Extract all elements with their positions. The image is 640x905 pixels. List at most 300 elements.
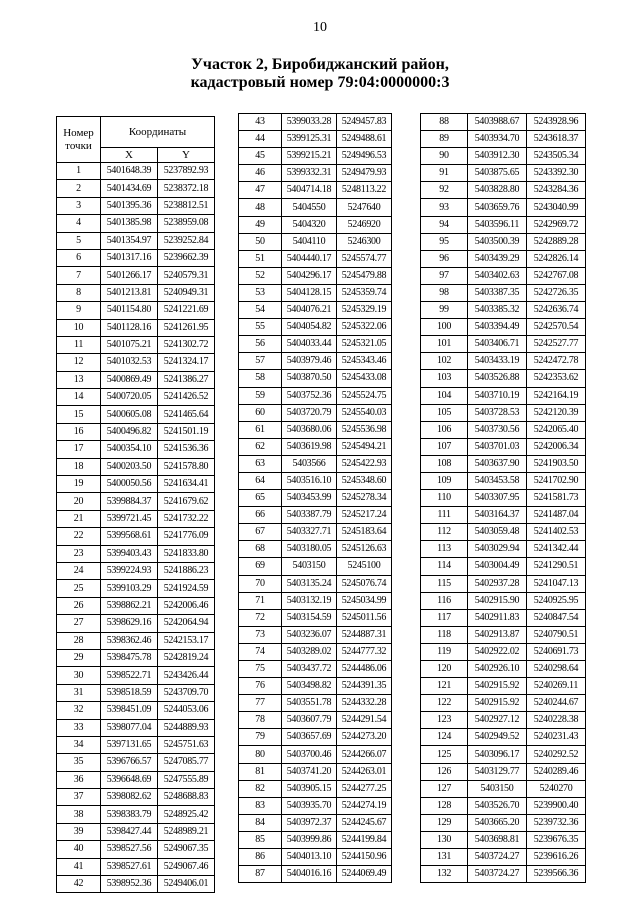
point-number-cell: 52 (239, 267, 282, 284)
x-coordinate-cell: 5400203.50 (101, 458, 158, 475)
y-coordinate-cell: 5245183.64 (337, 524, 392, 541)
y-coordinate-cell: 5245034.99 (337, 592, 392, 609)
x-coordinate-cell: 5403724.27 (468, 866, 527, 883)
table-row (421, 302, 586, 319)
y-coordinate-cell: 5242164.19 (527, 387, 586, 404)
y-coordinate-cell: 5240228.38 (527, 712, 586, 729)
y-coordinate-cell: 5244889.93 (158, 719, 215, 736)
table-row (421, 507, 586, 524)
point-number-cell: 96 (421, 250, 468, 267)
point-number-cell: 97 (421, 267, 468, 284)
point-number-cell: 81 (239, 763, 282, 780)
x-coordinate-cell: 5403988.67 (468, 114, 527, 131)
y-coordinate-cell: 5243284.36 (527, 182, 586, 199)
point-number-cell: 35 (57, 754, 101, 771)
y-coordinate-cell: 5242006.46 (158, 597, 215, 614)
y-coordinate-cell: 5244277.25 (337, 780, 392, 797)
x-coordinate-cell: 5399224.93 (101, 562, 158, 579)
x-coordinate-cell: 5403180.05 (282, 541, 337, 558)
table-row (239, 814, 392, 831)
point-number-cell: 14 (57, 389, 101, 406)
point-number-cell: 90 (421, 148, 468, 165)
point-number-cell: 29 (57, 649, 101, 666)
y-coordinate-cell: 5242064.94 (158, 615, 215, 632)
y-coordinate-cell: 5241634.41 (158, 476, 215, 493)
y-coordinate-cell: 5245321.05 (337, 336, 392, 353)
table-row (421, 455, 586, 472)
point-number-cell: 95 (421, 233, 468, 250)
table-row (57, 336, 215, 353)
x-coordinate-cell: 5402937.28 (468, 575, 527, 592)
page-number: 10 (313, 20, 327, 35)
y-coordinate-cell: 5249488.61 (337, 131, 392, 148)
point-number-cell: 18 (57, 458, 101, 475)
point-number-cell: 89 (421, 131, 468, 148)
point-number-cell: 56 (239, 336, 282, 353)
point-number-cell: 38 (57, 806, 101, 823)
x-coordinate-cell: 5403439.29 (468, 250, 527, 267)
point-number-cell: 70 (239, 575, 282, 592)
table-row (239, 780, 392, 797)
y-coordinate-cell: 5243392.30 (527, 165, 586, 182)
y-coordinate-cell: 5242726.35 (527, 284, 586, 301)
y-coordinate-cell: 5242353.62 (527, 370, 586, 387)
table-row (239, 284, 392, 301)
x-coordinate-cell: 5398527.61 (101, 858, 158, 875)
table-body-middle (239, 114, 392, 883)
x-coordinate-cell: 5402927.12 (468, 712, 527, 729)
table-row (239, 353, 392, 370)
point-number-cell: 121 (421, 678, 468, 695)
point-number-cell: 23 (57, 545, 101, 562)
table-row (57, 754, 215, 771)
point-number-cell: 12 (57, 354, 101, 371)
table-row (239, 490, 392, 507)
table-row (239, 831, 392, 848)
point-number-cell: 37 (57, 789, 101, 806)
x-coordinate-cell: 5403402.63 (468, 267, 527, 284)
table-row (239, 438, 392, 455)
table-row (57, 771, 215, 788)
table-row (239, 250, 392, 267)
table-row (57, 632, 215, 649)
table-row (239, 472, 392, 489)
x-coordinate-cell: 5403700.46 (282, 746, 337, 763)
y-coordinate-cell: 5245433.08 (337, 370, 392, 387)
x-coordinate-cell: 5402915.92 (468, 695, 527, 712)
point-number-cell: 77 (239, 695, 282, 712)
x-coordinate-cell: 5403752.36 (282, 387, 337, 404)
x-coordinate-cell: 5403698.81 (468, 831, 527, 848)
table-row (239, 797, 392, 814)
x-coordinate-cell: 5398522.71 (101, 667, 158, 684)
x-coordinate-cell: 5403516.10 (282, 472, 337, 489)
table-row (57, 841, 215, 858)
y-coordinate-cell: 5242472.78 (527, 353, 586, 370)
y-coordinate-cell: 5245076.74 (337, 575, 392, 592)
point-number-cell: 72 (239, 609, 282, 626)
point-number-cell: 49 (239, 216, 282, 233)
x-coordinate-cell: 5403498.82 (282, 678, 337, 695)
table-row (57, 580, 215, 597)
point-number-cell: 48 (239, 199, 282, 216)
point-number-cell: 73 (239, 626, 282, 643)
table-row (421, 250, 586, 267)
table-row (57, 406, 215, 423)
x-coordinate-cell: 5403710.19 (468, 387, 527, 404)
x-coordinate-cell: 5403129.77 (468, 763, 527, 780)
table-row (421, 370, 586, 387)
y-coordinate-cell: 5247085.77 (158, 754, 215, 771)
table-row (421, 182, 586, 199)
point-number-cell: 98 (421, 284, 468, 301)
x-coordinate-cell: 5404296.17 (282, 267, 337, 284)
x-coordinate-cell: 5399332.31 (282, 165, 337, 182)
y-coordinate-cell: 5241047.13 (527, 575, 586, 592)
table-row (57, 789, 215, 806)
y-coordinate-cell: 5242065.40 (527, 421, 586, 438)
x-coordinate-cell: 5404054.82 (282, 319, 337, 336)
x-coordinate-cell: 5401385.98 (101, 215, 158, 232)
x-coordinate-cell: 5401317.16 (101, 249, 158, 266)
point-number-cell: 47 (239, 182, 282, 199)
point-number-cell: 11 (57, 336, 101, 353)
x-coordinate-cell: 5398362.46 (101, 632, 158, 649)
point-number-cell: 128 (421, 797, 468, 814)
table-row (239, 507, 392, 524)
x-coordinate-cell: 5400050.56 (101, 476, 158, 493)
point-number-cell: 3 (57, 197, 101, 214)
point-number-cell: 118 (421, 626, 468, 643)
point-number-cell: 115 (421, 575, 468, 592)
table-row (421, 712, 586, 729)
x-coordinate-cell: 5403526.88 (468, 370, 527, 387)
x-coordinate-cell: 5402922.02 (468, 643, 527, 660)
table-row (421, 387, 586, 404)
table-row (239, 421, 392, 438)
y-coordinate-cell: 5240949.31 (158, 284, 215, 301)
x-coordinate-cell: 5403406.71 (468, 336, 527, 353)
x-coordinate-cell: 5402949.52 (468, 729, 527, 746)
y-coordinate-cell: 5240579.31 (158, 267, 215, 284)
y-coordinate-cell: 5245217.24 (337, 507, 392, 524)
x-coordinate-cell: 5403665.20 (468, 814, 527, 831)
point-number-cell: 131 (421, 849, 468, 866)
table-row (421, 199, 586, 216)
table-row (57, 684, 215, 701)
y-coordinate-cell: 5244263.01 (337, 763, 392, 780)
table-row (421, 216, 586, 233)
point-number-cell: 116 (421, 592, 468, 609)
y-coordinate-cell: 5242826.14 (527, 250, 586, 267)
x-coordinate-cell: 5403385.32 (468, 302, 527, 319)
table-row (239, 661, 392, 678)
y-coordinate-cell: 5241465.64 (158, 406, 215, 423)
point-number-cell: 64 (239, 472, 282, 489)
point-number-cell: 107 (421, 438, 468, 455)
point-number-header: Номер точки (57, 117, 101, 163)
table-row (421, 746, 586, 763)
y-coordinate-cell: 5242527.77 (527, 336, 586, 353)
point-number-cell: 83 (239, 797, 282, 814)
x-coordinate-cell: 5398518.59 (101, 684, 158, 701)
x-coordinate-cell: 5399568.61 (101, 528, 158, 545)
point-number-cell: 65 (239, 490, 282, 507)
y-coordinate-cell: 5238959.08 (158, 215, 215, 232)
y-coordinate-cell: 5241732.22 (158, 510, 215, 527)
x-coordinate-cell: 5400720.05 (101, 389, 158, 406)
x-coordinate-cell: 5400869.49 (101, 371, 158, 388)
y-coordinate-cell: 5248688.83 (158, 789, 215, 806)
point-number-cell: 110 (421, 490, 468, 507)
table-row (239, 199, 392, 216)
point-number-cell: 26 (57, 597, 101, 614)
x-coordinate-cell: 5399403.43 (101, 545, 158, 562)
table-row (421, 353, 586, 370)
table-row (57, 615, 215, 632)
point-number-cell: 127 (421, 780, 468, 797)
table-row (421, 643, 586, 660)
x-coordinate-cell: 5398629.16 (101, 615, 158, 632)
y-coordinate-cell: 5239732.36 (527, 814, 586, 831)
point-number-cell: 66 (239, 507, 282, 524)
y-coordinate-cell: 5241776.09 (158, 528, 215, 545)
coordinates-table-middle (238, 113, 392, 883)
y-coordinate-cell: 5240847.54 (527, 609, 586, 626)
table-row (239, 575, 392, 592)
table-row (57, 649, 215, 666)
point-number-cell: 32 (57, 702, 101, 719)
x-coordinate-cell: 5403059.48 (468, 524, 527, 541)
point-number-cell: 102 (421, 353, 468, 370)
y-coordinate-cell: 5241302.72 (158, 336, 215, 353)
point-number-cell: 126 (421, 763, 468, 780)
table-row (421, 148, 586, 165)
point-number-cell: 93 (421, 199, 468, 216)
table-row (421, 661, 586, 678)
table-row (239, 609, 392, 626)
x-coordinate-cell: 5403870.50 (282, 370, 337, 387)
y-coordinate-cell: 5249067.46 (158, 858, 215, 875)
x-coordinate-cell: 5401395.36 (101, 197, 158, 214)
y-coordinate-cell: 5248113.22 (337, 182, 392, 199)
point-number-cell: 33 (57, 719, 101, 736)
point-number-cell: 69 (239, 558, 282, 575)
y-coordinate-cell: 5244274.19 (337, 797, 392, 814)
x-coordinate-cell: 5403905.15 (282, 780, 337, 797)
point-number-cell: 109 (421, 472, 468, 489)
x-coordinate-cell: 5403135.24 (282, 575, 337, 592)
y-coordinate-cell: 5238812.51 (158, 197, 215, 214)
table-row (57, 667, 215, 684)
table-row (421, 336, 586, 353)
x-coordinate-cell: 5403437.72 (282, 661, 337, 678)
y-coordinate-cell: 5240292.52 (527, 746, 586, 763)
y-coordinate-cell: 5244291.54 (337, 712, 392, 729)
y-coordinate-cell: 5237892.93 (158, 163, 215, 180)
y-coordinate-cell: 5241702.90 (527, 472, 586, 489)
point-number-cell: 88 (421, 114, 468, 131)
point-number-cell: 19 (57, 476, 101, 493)
table-row (239, 524, 392, 541)
x-coordinate-cell: 5403289.02 (282, 643, 337, 660)
point-number-cell: 100 (421, 319, 468, 336)
x-coordinate-cell: 5403004.49 (468, 558, 527, 575)
table-row (57, 476, 215, 493)
point-number-cell: 58 (239, 370, 282, 387)
point-number-cell: 17 (57, 441, 101, 458)
y-coordinate-cell: 5241578.80 (158, 458, 215, 475)
table-row (421, 814, 586, 831)
point-number-cell: 10 (57, 319, 101, 336)
point-number-cell: 120 (421, 661, 468, 678)
point-number-cell: 45 (239, 148, 282, 165)
x-coordinate-cell: 5403566 (282, 455, 337, 472)
table-row (239, 729, 392, 746)
y-coordinate-cell: 5244887.31 (337, 626, 392, 643)
x-coordinate-cell: 5398527.56 (101, 841, 158, 858)
y-coordinate-cell: 5245574.77 (337, 250, 392, 267)
x-coordinate-cell: 5403394.49 (468, 319, 527, 336)
x-coordinate-cell: 5403934.70 (468, 131, 527, 148)
x-coordinate-cell: 5404714.18 (282, 182, 337, 199)
point-number-cell: 91 (421, 165, 468, 182)
table-row (57, 736, 215, 753)
table-body-left (57, 163, 215, 893)
table-row (57, 215, 215, 232)
y-coordinate-cell: 5239900.40 (527, 797, 586, 814)
x-coordinate-cell: 5401213.81 (101, 284, 158, 301)
y-coordinate-cell: 5245422.93 (337, 455, 392, 472)
y-coordinate-cell: 5240298.64 (527, 661, 586, 678)
point-number-cell: 9 (57, 302, 101, 319)
x-coordinate-cell: 5403500.39 (468, 233, 527, 250)
y-coordinate-cell: 5241487.04 (527, 507, 586, 524)
x-coordinate-cell: 5403979.46 (282, 353, 337, 370)
y-coordinate-cell: 5244273.20 (337, 729, 392, 746)
point-number-cell: 94 (421, 216, 468, 233)
point-number-cell: 59 (239, 387, 282, 404)
x-coordinate-cell: 5403999.86 (282, 831, 337, 848)
table-row (57, 371, 215, 388)
y-coordinate-cell: 5244053.06 (158, 702, 215, 719)
point-number-cell: 113 (421, 541, 468, 558)
y-coordinate-cell: 5241679.62 (158, 493, 215, 510)
x-coordinate-cell: 5402915.90 (468, 592, 527, 609)
x-coordinate-cell: 5402915.92 (468, 678, 527, 695)
x-coordinate-cell: 5404076.21 (282, 302, 337, 319)
point-number-cell: 63 (239, 455, 282, 472)
point-number-cell: 112 (421, 524, 468, 541)
point-number-cell: 41 (57, 858, 101, 875)
x-coordinate-cell: 5396766.57 (101, 754, 158, 771)
table-row (239, 678, 392, 695)
point-number-cell: 68 (239, 541, 282, 558)
x-coordinate-cell: 5404550 (282, 199, 337, 216)
point-number-cell: 51 (239, 250, 282, 267)
table-row (421, 558, 586, 575)
y-coordinate-cell: 5241581.73 (527, 490, 586, 507)
x-coordinate-cell: 5396648.69 (101, 771, 158, 788)
point-number-cell: 85 (239, 831, 282, 848)
x-coordinate-cell: 5404128.15 (282, 284, 337, 301)
point-number-cell: 6 (57, 249, 101, 266)
x-coordinate-cell: 5403029.94 (468, 541, 527, 558)
table-row (421, 114, 586, 131)
point-number-cell: 71 (239, 592, 282, 609)
point-number-cell: 21 (57, 510, 101, 527)
table-row (239, 746, 392, 763)
table-row (421, 284, 586, 301)
table-row (57, 823, 215, 840)
y-coordinate-cell: 5240691.73 (527, 643, 586, 660)
point-number-cell: 7 (57, 267, 101, 284)
x-coordinate-cell: 5403637.90 (468, 455, 527, 472)
point-number-cell: 39 (57, 823, 101, 840)
y-coordinate-cell: 5244199.84 (337, 831, 392, 848)
table-row (57, 858, 215, 875)
table-row (57, 702, 215, 719)
x-header: X (101, 148, 158, 163)
table-row (421, 849, 586, 866)
point-number-cell: 25 (57, 580, 101, 597)
table-row (239, 712, 392, 729)
y-coordinate-cell: 5239676.35 (527, 831, 586, 848)
x-coordinate-cell: 5399033.28 (282, 114, 337, 131)
x-coordinate-cell: 5399215.21 (282, 148, 337, 165)
y-coordinate-cell: 5241886.23 (158, 562, 215, 579)
y-coordinate-cell: 5243709.70 (158, 684, 215, 701)
point-number-cell: 87 (239, 866, 282, 883)
table-row (57, 423, 215, 440)
table-row (239, 336, 392, 353)
y-coordinate-cell: 5245322.06 (337, 319, 392, 336)
y-coordinate-cell: 5248989.21 (158, 823, 215, 840)
point-number-cell: 57 (239, 353, 282, 370)
table-row (57, 806, 215, 823)
table-row (421, 524, 586, 541)
y-coordinate-cell: 5239616.26 (527, 849, 586, 866)
y-coordinate-cell: 5246300 (337, 233, 392, 250)
y-coordinate-cell: 5244245.67 (337, 814, 392, 831)
x-coordinate-cell: 5403875.65 (468, 165, 527, 182)
x-coordinate-cell: 5403724.27 (468, 849, 527, 866)
point-number-cell: 2 (57, 180, 101, 197)
table-body-right (421, 114, 586, 883)
table-row (239, 695, 392, 712)
x-coordinate-cell: 5403327.71 (282, 524, 337, 541)
table-row (239, 114, 392, 131)
point-number-cell: 80 (239, 746, 282, 763)
y-coordinate-cell: 5239662.39 (158, 249, 215, 266)
x-coordinate-cell: 5399125.31 (282, 131, 337, 148)
table-row (421, 678, 586, 695)
table-row (421, 695, 586, 712)
x-coordinate-cell: 5404320 (282, 216, 337, 233)
point-number-cell: 31 (57, 684, 101, 701)
y-coordinate-cell: 5245126.63 (337, 541, 392, 558)
point-number-cell: 46 (239, 165, 282, 182)
table-row (57, 163, 215, 180)
table-row (57, 389, 215, 406)
y-coordinate-cell: 5245278.34 (337, 490, 392, 507)
table-row (421, 319, 586, 336)
x-coordinate-cell: 5398952.36 (101, 876, 158, 893)
y-coordinate-cell: 5242153.17 (158, 632, 215, 649)
point-number-cell: 30 (57, 667, 101, 684)
point-number-cell: 103 (421, 370, 468, 387)
point-number-cell: 130 (421, 831, 468, 848)
